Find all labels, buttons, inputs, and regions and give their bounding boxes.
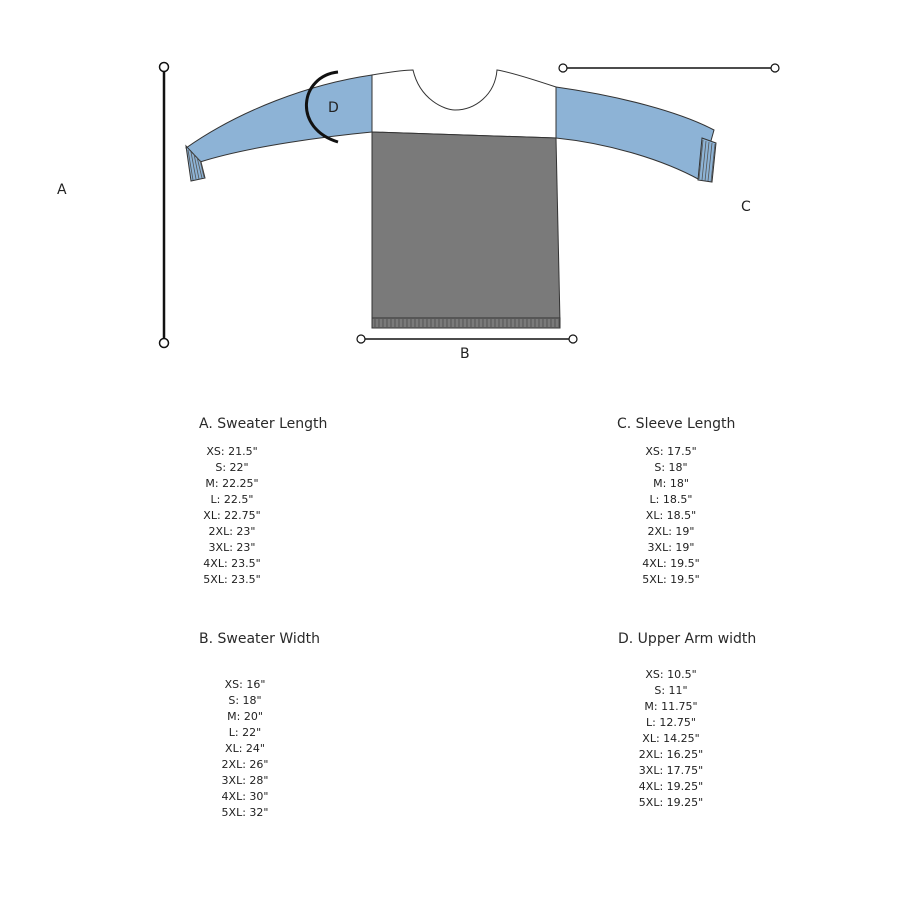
size-measurement: XL: 24"	[225, 742, 265, 755]
size-measurement: L: 22.5"	[210, 493, 254, 506]
size-measurement: S: 22"	[215, 461, 249, 474]
size-measurement: M: 22.25"	[205, 477, 259, 490]
size-measurement: L: 22"	[228, 726, 262, 739]
size-measurement: 4XL: 23.5"	[203, 557, 261, 570]
sweater-diagram	[0, 0, 900, 380]
sweater-width-list	[205, 677, 285, 821]
size-measurement: M: 20"	[227, 710, 263, 723]
sleeve-length-section	[617, 416, 735, 432]
size-measurement: XS: 17.5"	[645, 445, 697, 458]
upper-arm-width-title: D. Upper Arm width	[618, 631, 757, 647]
size-measurement: 4XL: 30"	[221, 790, 269, 803]
size-measurement: XS: 10.5"	[645, 668, 697, 681]
dimension-a-label: A	[57, 182, 67, 198]
size-measurement: 5XL: 19.25"	[638, 796, 704, 809]
sweater-body	[372, 132, 560, 322]
sweater-width-section	[199, 631, 320, 647]
size-measurement: 3XL: 19"	[647, 541, 695, 554]
size-measurement: XL: 14.25"	[642, 732, 700, 745]
size-measurement: XS: 16"	[224, 678, 266, 691]
yoke	[372, 70, 556, 138]
size-measurement: M: 18"	[653, 477, 689, 490]
size-measurement: XL: 18.5"	[645, 509, 697, 522]
size-measurement: 3XL: 28"	[221, 774, 269, 787]
sweater-length-section	[199, 416, 327, 432]
dimension-c-line	[559, 64, 779, 72]
size-measurement: 4XL: 19.5"	[642, 557, 700, 570]
size-measurement: 5XL: 32"	[221, 806, 269, 819]
left-sleeve	[186, 75, 372, 162]
size-measurement: 5XL: 19.5"	[642, 573, 700, 586]
sweater-length-list	[192, 444, 272, 588]
size-measurement: 3XL: 23"	[208, 541, 256, 554]
sweater-width-title: B. Sweater Width	[199, 631, 321, 647]
dimension-d-label: D	[328, 100, 339, 116]
sweater-length-title: A. Sweater Length	[199, 416, 328, 432]
size-measurement: 4XL: 19.25"	[638, 780, 704, 793]
size-measurement: XS: 21.5"	[206, 445, 258, 458]
size-measurement: 2XL: 23"	[208, 525, 256, 538]
size-measurement: L: 12.75"	[646, 716, 696, 729]
dimension-a-line	[160, 63, 169, 348]
upper-arm-width-list	[631, 667, 711, 811]
size-measurement: 2XL: 19"	[647, 525, 695, 538]
size-measurement: XL: 22.75"	[203, 509, 261, 522]
dimension-b-line	[357, 335, 577, 343]
size-measurement: 3XL: 17.75"	[638, 764, 704, 777]
right-sleeve	[556, 87, 714, 180]
size-measurement: 2XL: 26"	[221, 758, 269, 771]
size-measurement: 5XL: 23.5"	[203, 573, 261, 586]
hem-ribbing	[372, 318, 560, 328]
size-measurement: M: 11.75"	[644, 700, 698, 713]
size-measurement: 2XL: 16.25"	[638, 748, 704, 761]
size-measurement: S: 18"	[228, 694, 262, 707]
sleeve-length-list	[631, 444, 711, 588]
upper-arm-width-section	[618, 631, 756, 647]
size-measurement: S: 11"	[654, 684, 688, 697]
dimension-c-label: C	[741, 199, 751, 215]
size-measurement: S: 18"	[654, 461, 688, 474]
size-measurement: L: 18.5"	[649, 493, 693, 506]
sleeve-length-title: C. Sleeve Length	[617, 416, 736, 432]
dimension-b-label: B	[460, 346, 470, 362]
